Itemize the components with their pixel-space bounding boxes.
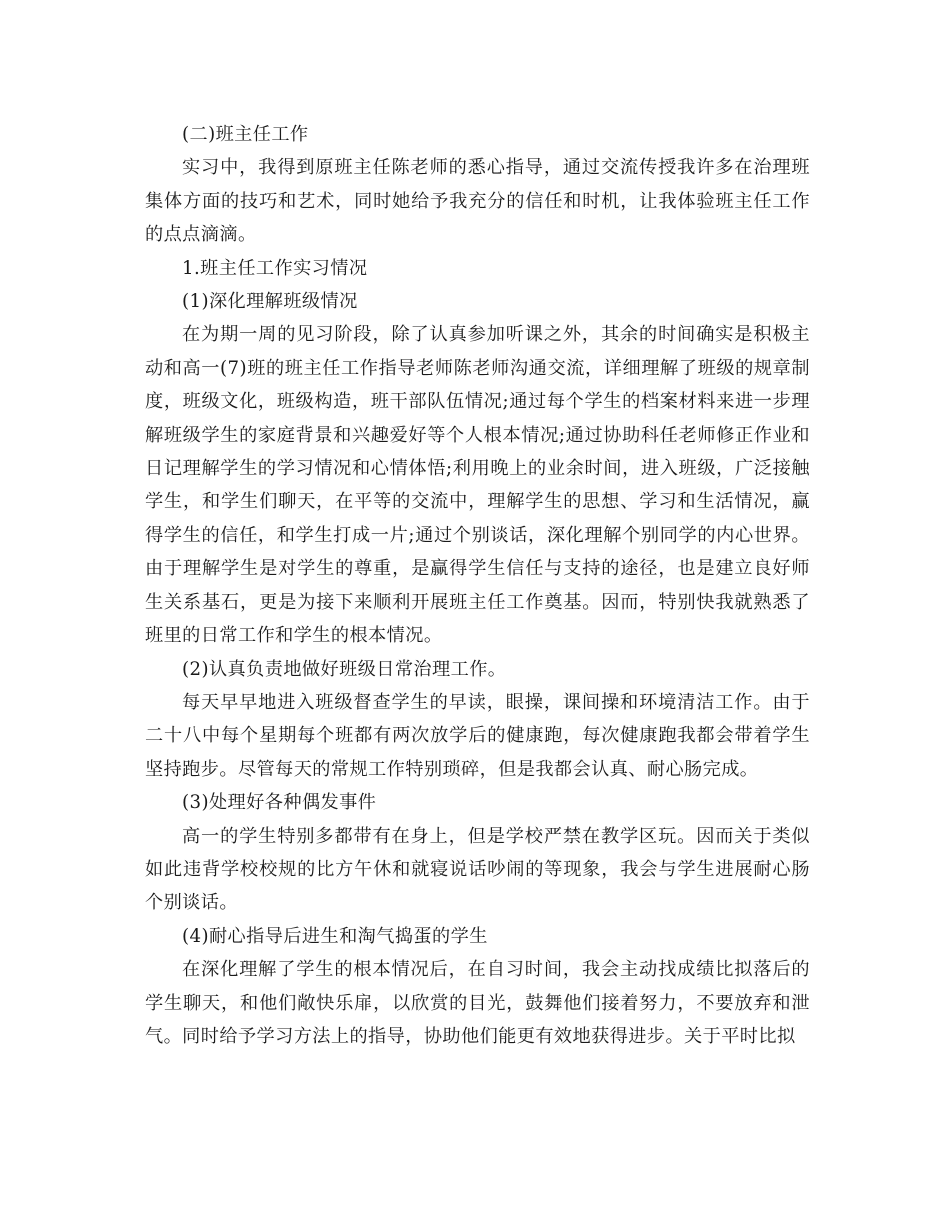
paragraph-item-1: 在为期一周的见习阶段，除了认真参加听课之外，其余的时间确实是积极主动和高一(7)班的班主任工作指导老师陈老师沟通交流，详细理解了班级的规章制度，班级文化，班级构造，班干部队伍情况;通过每个学生的档案材料来进一步理解班级学生的家庭背景和兴趣爱好等个人根本情况;通过协助科任老师修正作业和日记理解学生的学习情况和心情体悟;利用晚上的业余时间，进入班级，广泛接触学生，和学生们聊天，在平等的交流中，理解学生的思想、学习和生活情况，赢得学生的信任，和学生打成一片;通过个别谈话，深化理解个别同学的内心世界。由于理解学生是对学生的尊重，是赢得学生信任与支持的途径，也是建立良好师生关系基石，更是为接下来顺利开展班主任工作奠基。因而，特别快我就熟悉了班里的日常工作和学生的根本情况。: [145, 324, 810, 647]
section-heading-head-teacher-work: (二)班主任工作: [182, 124, 309, 145]
item-heading-1: (1)深化理解班级情况: [182, 291, 358, 313]
paragraph-intro: 实习中，我得到原班主任陈老师的悉心指导，通过交流传授我许多在治理班集体方面的技巧和艺术，同时她给予我充分的信任和时机，让我体验班主任工作的点点滴滴。: [145, 157, 810, 246]
paragraph-item-4: 在深化理解了学生的根本情况后，在自习时间，我会主动找成绩比拟落后的学生聊天，和他们敞快乐扉，以欣赏的目光，鼓舞他们接着努力，不要放弃和泄气。同时给予学习方法上的指导，协助他们能更有效地获得进步。关于平时比拟: [145, 959, 810, 1047]
subheading-internship-situation: 1.班主任工作实习情况: [182, 257, 368, 279]
paragraph-item-2: 每天早早地进入班级督查学生的早读，眼操，课间操和环境清洁工作。由于二十八中每个星期每个班都有两次放学后的健康跑，每次健康跑我都会带着学生坚持跑步。尽管每天的常规工作特别琐碎，但是我都会认真、耐心肠完成。: [145, 691, 810, 780]
item-heading-3: (3)处理好各种偶发事件: [182, 792, 377, 814]
item-heading-2: (2)认真负责地做好班级日常治理工作。: [182, 658, 507, 680]
item-heading-4: (4)耐心指导后进生和淘气捣蛋的学生: [182, 925, 488, 947]
paragraph-item-3: 高一的学生特别多都带有在身上，但是学校严禁在教学区玩。因而关于类似如此违背学校校规的比方午休和就寝说话吵闹的等现象，我会与学生进展耐心肠个别谈话。: [145, 825, 810, 914]
document-body: [145, 118, 810, 1053]
